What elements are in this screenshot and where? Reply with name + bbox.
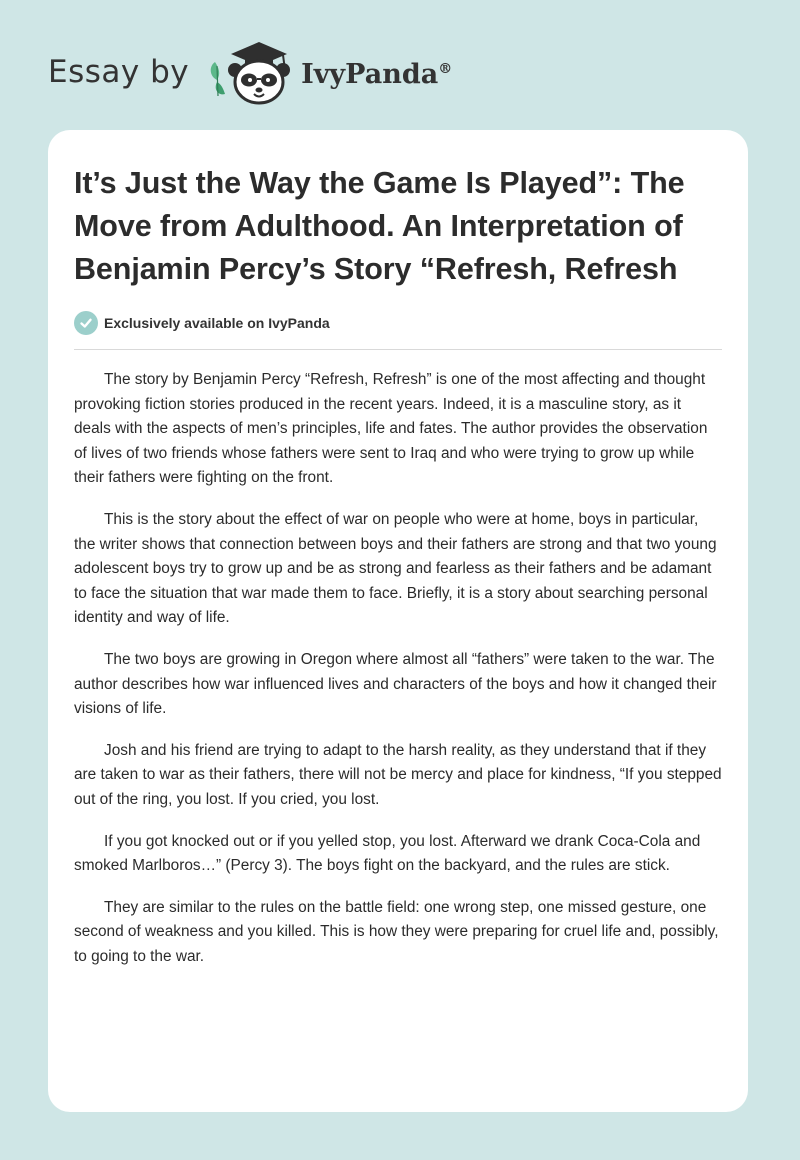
site-header xyxy=(48,36,452,108)
essay-paragraph: Josh and his friend are trying to adapt to the harsh reality, as they understand that if they are taken to war as their fathers, there will not be mercy and place for kindness, “If you stepped out of the ring, you lost. If you cried, you lost. xyxy=(74,741,722,808)
essay-by-label: Essay by xyxy=(48,54,190,90)
ivypanda-logo-link[interactable] xyxy=(203,36,452,108)
essay-card xyxy=(48,130,748,1112)
essay-paragraph: They are similar to the rules on the battle field: one wrong step, one missed gesture, one second of weakness and you killed. This is how they were preparing for cruel life and, possibly, to going to the war. xyxy=(74,898,719,965)
brand-name: IvyPanda® xyxy=(301,58,453,90)
essay-paragraph: This is the story about the effect of war on people who were at home, boys in particular, the writer shows that connection between boys and their fathers are strong and that two young adolescent boys try to grow up and be as strong and fearless as their fathers and be adamant to face the situation that war made them to face. Briefly, it is a story about searching personal identity and way of life. xyxy=(74,510,717,627)
essay-paragraph: If you got knocked out or if you yelled stop, you lost. Afterward we drank Coca-Cola and smoked Marlboros…” (Percy 3). The boys fight on the backyard, and the rules are stick. xyxy=(74,832,701,875)
panda-graduate-logo-icon xyxy=(203,36,299,108)
essay-paragraph: The story by Benjamin Percy “Refresh, Refresh” is one of the most affecting and thought provoking fiction stories produced in the recent years. Indeed, it is a masculine story, as it deals with the aspects of men’s principles, life and fates. The author provides the observation of lives of two friends whose fathers were sent to Iraq and who were trying to grow up while their fathers were fighting on the front. xyxy=(74,371,708,487)
exclusive-badge-text: Exclusively available on IvyPanda xyxy=(104,315,330,331)
essay-title: It’s Just the Way the Game Is Played”: The Move from Adulthood. An Interpretation of Benjamin Percy’s Story “Refresh, Refresh xyxy=(74,166,685,286)
essay-paragraph: The two boys are growing in Oregon where almost all “fathers” were taken to the war. The author describes how war influenced lives and characters of the boys and how it changed their visions of life. xyxy=(74,650,717,718)
check-icon xyxy=(74,311,98,335)
exclusive-badge xyxy=(74,311,722,335)
divider xyxy=(74,349,722,350)
essay-body xyxy=(74,368,722,969)
